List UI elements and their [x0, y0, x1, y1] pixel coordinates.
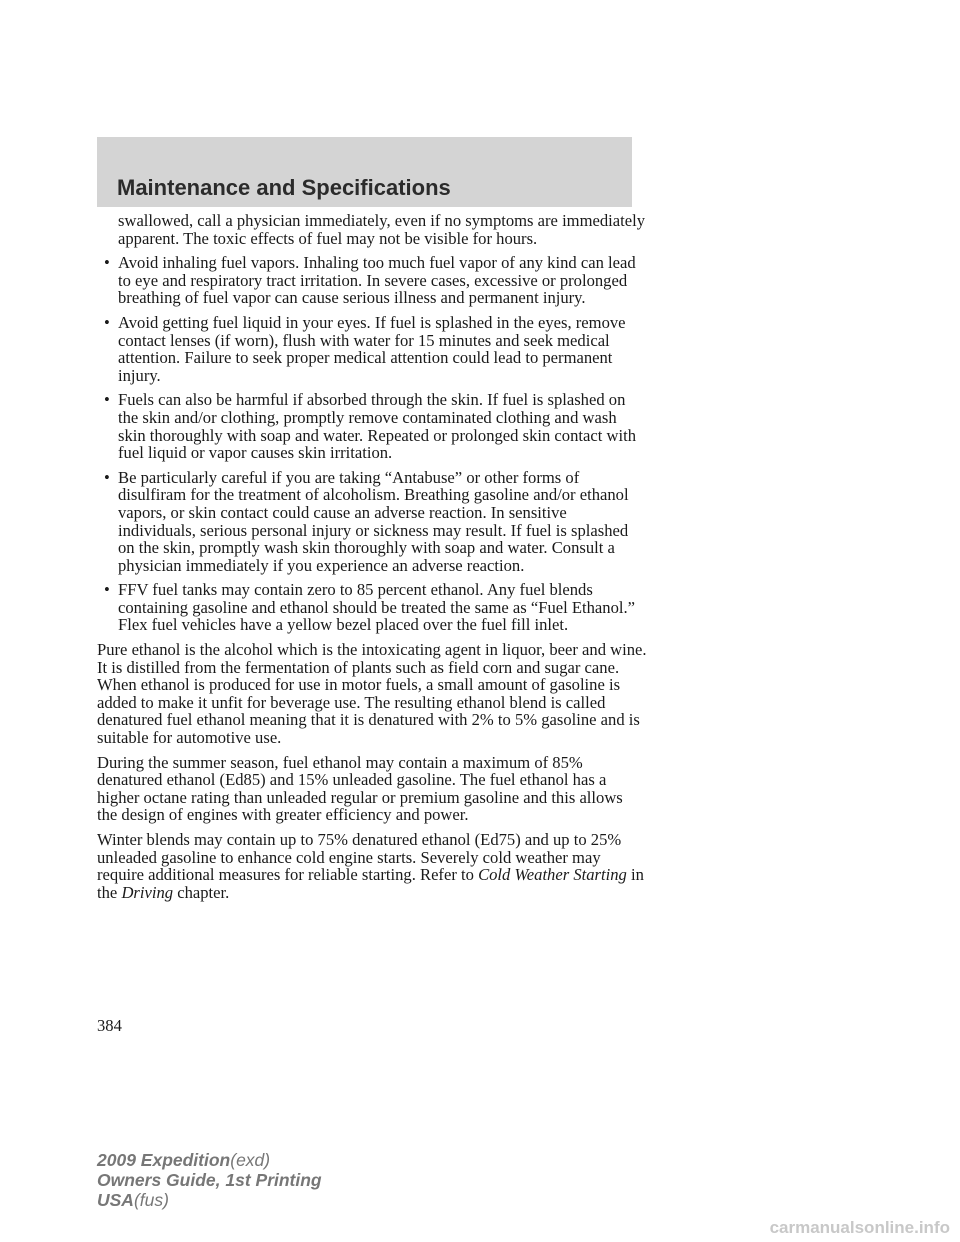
bullet-dot-icon: • [104, 390, 110, 410]
bullet-dot-icon: • [104, 467, 110, 487]
footer-code: (fus) [133, 1190, 169, 1210]
body-paragraph [97, 831, 647, 901]
paragraph-text: Winter blends may contain up to 75% denatured ethanol (Ed75) and up to 25% unleaded gasoline to enhance cold engine starts. Severely cold weather may require additional measures for reliable starting. Refer to [97, 830, 622, 885]
cross-reference-link[interactable]: Driving [121, 882, 174, 902]
footer-market: USA [97, 1190, 134, 1210]
bullet-dot-icon: • [104, 312, 110, 332]
continuation-paragraph: swallowed, call a physician immediately, even if no symptoms are immediately apparent. The toxic effects of fuel may not be visible for hours. [118, 211, 646, 248]
paragraph-text: in the [97, 865, 644, 902]
section-header-band [97, 137, 632, 207]
bullet-item [97, 314, 647, 384]
footer-model: 2009 Expedition [97, 1150, 231, 1170]
paragraph-text: chapter. [177, 882, 230, 902]
bullet-item [97, 581, 647, 634]
footer-line [97, 1150, 322, 1170]
site-watermark: carmanualsonline.info [769, 1218, 950, 1237]
page-number: 384 [97, 1016, 122, 1035]
bullet-text: Avoid inhaling fuel vapors. Inhaling too much fuel vapor of any kind can lead to eye and respiratory tract irritation. In severe cases, excessive or prolonged breathing of fuel vapor can cause serious illness and permanent injury. [118, 253, 636, 308]
bullet-text: Be particularly careful if you are taking “Antabuse” or other forms of disulfiram for the treatment of alcoholism. Breathing gasoline and/or ethanol vapors, or skin contact could cause an adverse reaction. In sensitive individuals, serious personal injury or sickness may result. If fuel is splashed on the skin, promptly wash skin thoroughly with soap and water. Consult a physician immediately if you experience an adverse reaction. [118, 467, 629, 575]
print-footer [97, 1150, 322, 1210]
bullet-item [97, 391, 647, 461]
bullet-dot-icon: • [104, 580, 110, 600]
bullet-text: FFV fuel tanks may contain zero to 85 percent ethanol. Any fuel blends containing gasoline and ethanol should be treated the same as “Fuel Ethanol.” Flex fuel vehicles have a yellow bezel placed over the fuel fill inlet. [118, 580, 636, 635]
bullet-item [97, 254, 647, 307]
footer-code: (exd) [230, 1150, 271, 1170]
bullet-item [97, 469, 647, 575]
bullet-text: Fuels can also be harmful if absorbed through the skin. If fuel is splashed on the skin and/or clothing, promptly remove contaminated clothing and wash skin thoroughly with soap and water. Repeated or prolonged skin contact with fuel liquid or vapor causes skin irritation. [118, 390, 636, 463]
body-paragraph: During the summer season, fuel ethanol may contain a maximum of 85% denatured ethanol (Ed85) and 15% unleaded gasoline. The fuel ethanol has a higher octane rating than unleaded regular or premium gasoline and this allows the design of engines with greater efficiency and power. [97, 752, 623, 825]
cross-reference-link[interactable]: Cold Weather Starting [478, 865, 627, 885]
footer-line: Owners Guide, 1st Printing [97, 1170, 322, 1190]
body-paragraph: Pure ethanol is the alcohol which is the intoxicating agent in liquor, beer and wine. It is distilled from the fermentation of plants such as field corn and sugar cane. When ethanol is produced for use in motor fuels, a small amount of gasoline is added to make it unfit for beverage use. The resulting ethanol blend is called denatured fuel ethanol meaning that it is denatured with 2% to 5% gasoline and is suitable for automotive use. [97, 640, 647, 748]
bullet-dot-icon: • [104, 253, 110, 273]
page-body [97, 212, 647, 908]
bullet-text: Avoid getting fuel liquid in your eyes. If fuel is splashed in the eyes, remove contact lenses (if worn), flush with water for 15 minutes and seek medical attention. Failure to seek proper medical attention could lead to permanent injury. [118, 312, 626, 385]
footer-line [97, 1190, 322, 1210]
section-title: Maintenance and Specifications [117, 175, 451, 200]
